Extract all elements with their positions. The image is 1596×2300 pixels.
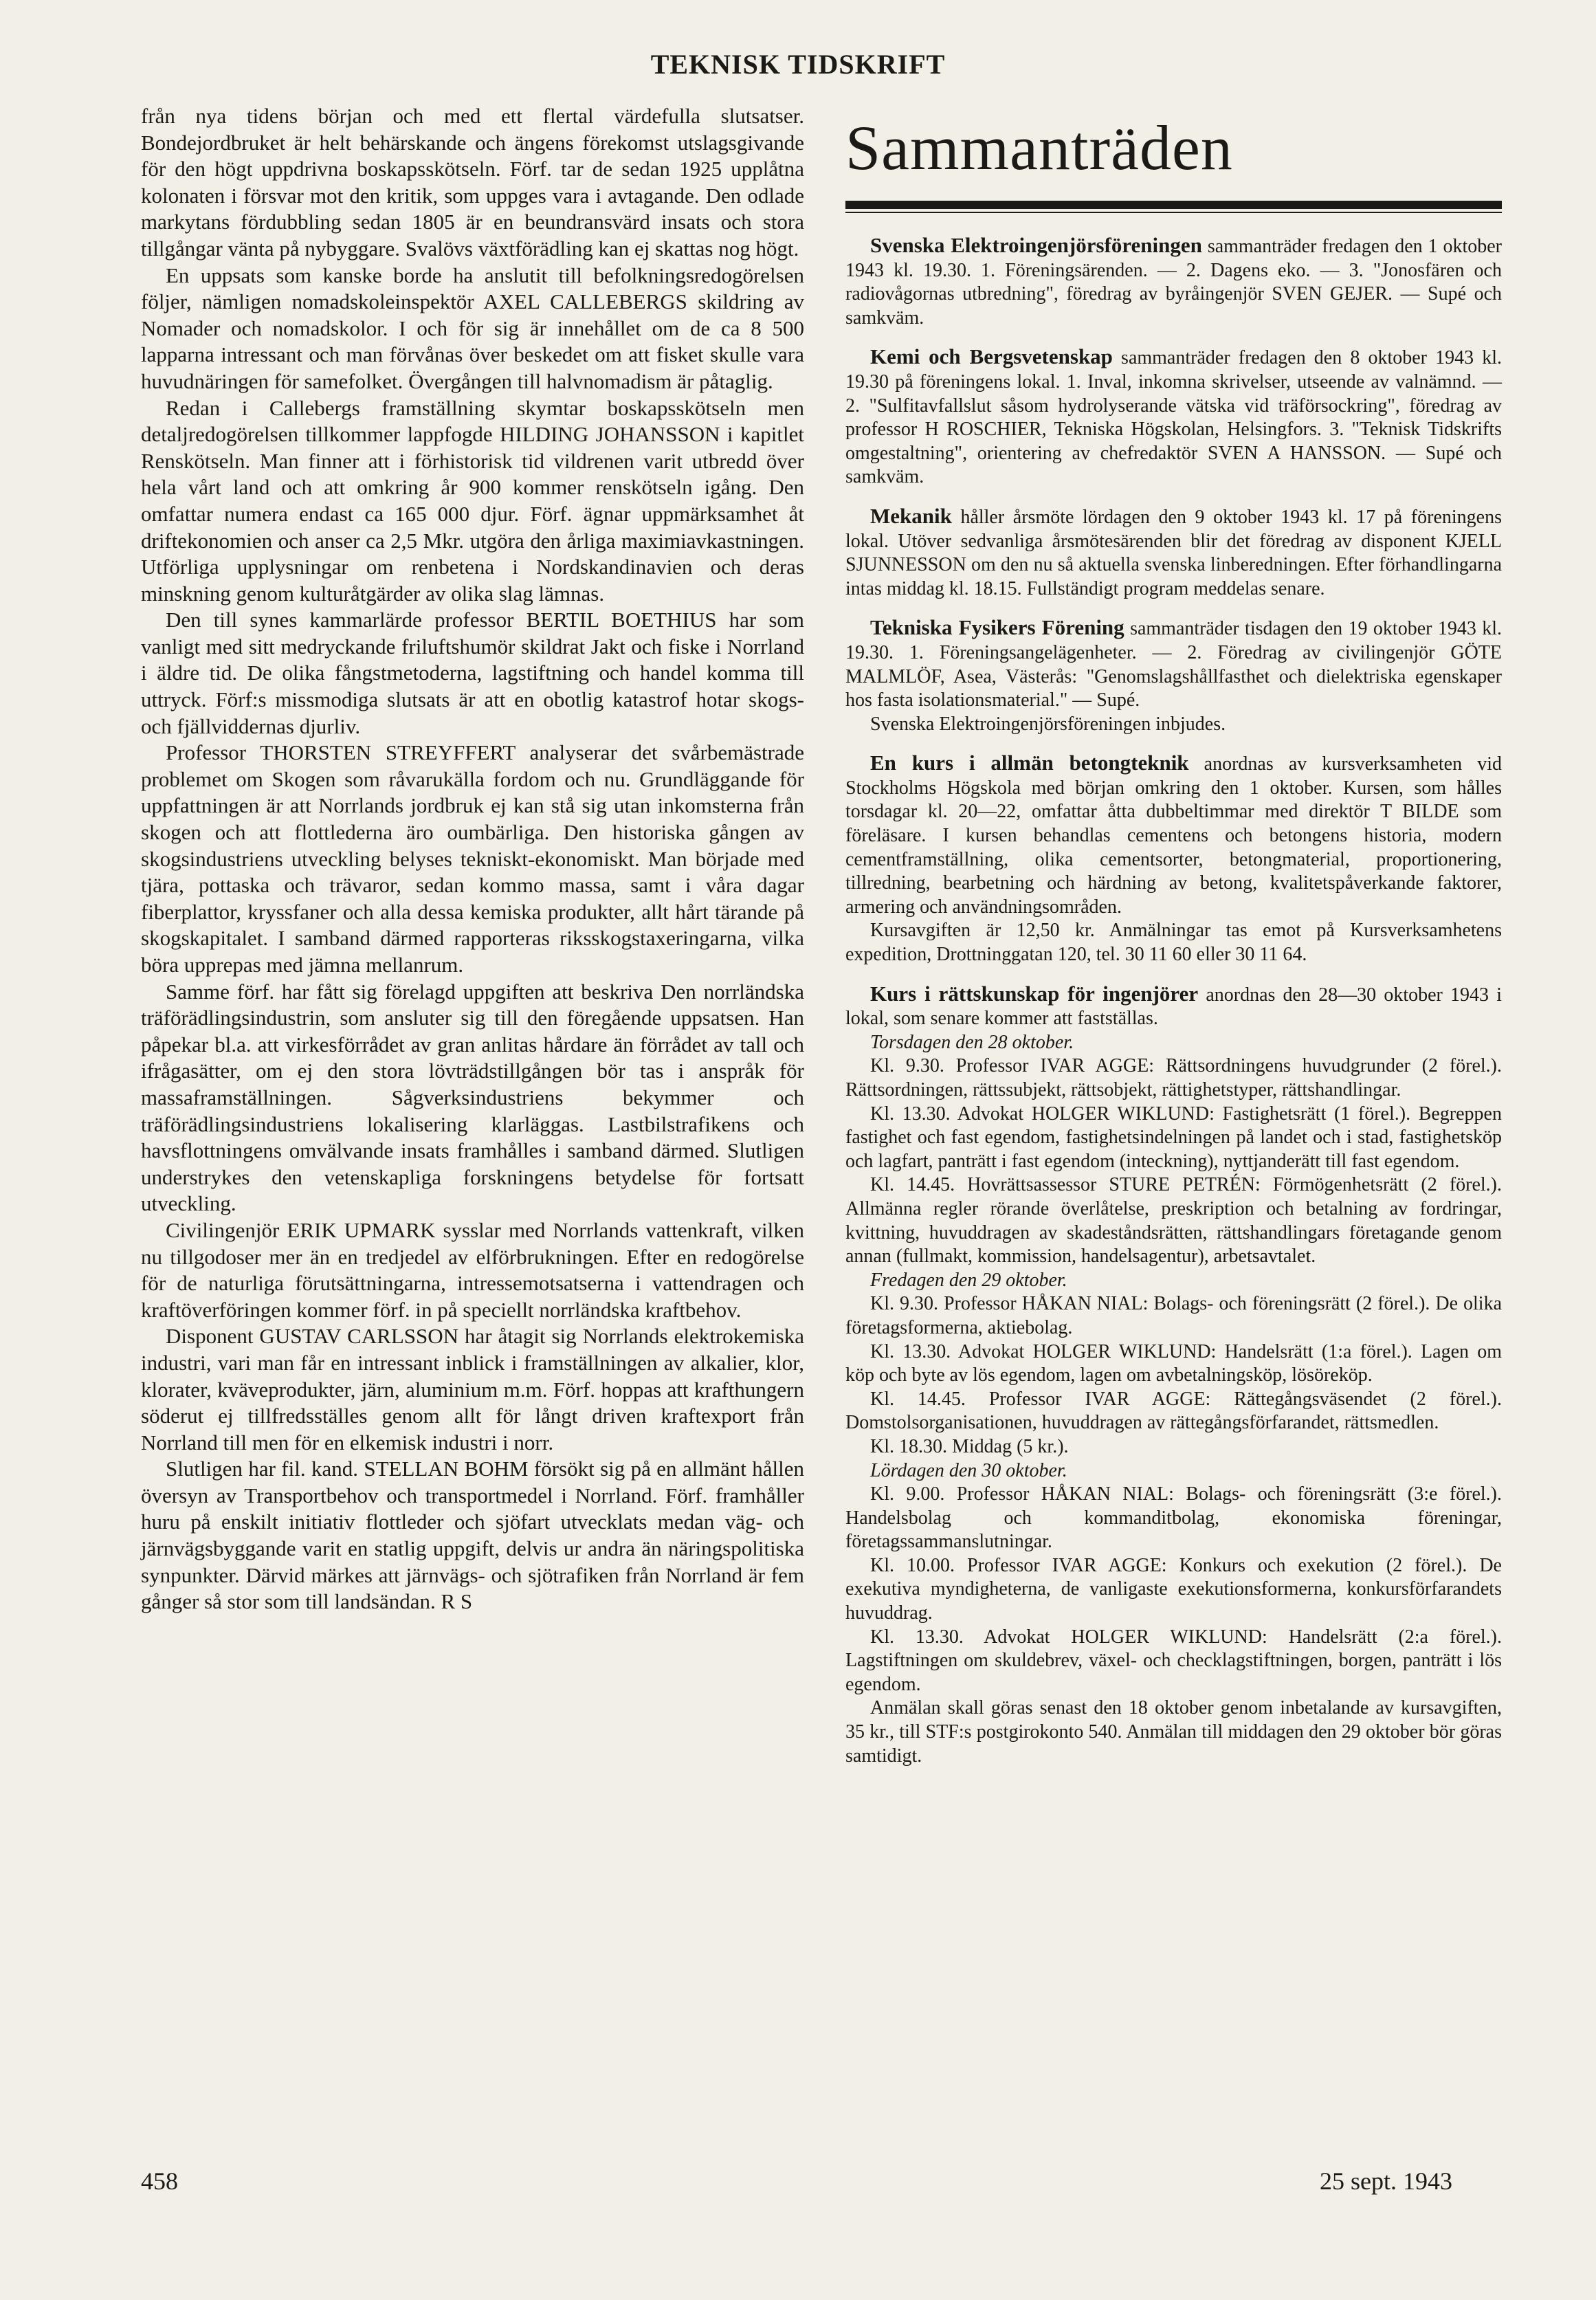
meeting-notice — [845, 616, 1502, 712]
body-paragraph: Redan i Callebergs framställning skymtar boskapsskötseln men detaljredogörelsen tillkommer lappfogde HILDING JOHANSSON i kapitlet Renskötseln. Man finner att i förhistorisk tid vildrenen varit utbredd över hela vårt land och att omkring år 900 kommer renskötseln igång. Den omfattar numera endast ca 165 000 djur. Förf. ägnar uppmärksamhet åt driftekonomien och anser ca 2,5 Mkr. utgöra den årliga maximiavkastningen. Utförliga upplysningar om renbetena i Nordskandinavien och deras minskning genom kulturåtgärder av olika slag lämnas. — [141, 395, 804, 606]
schedule-entry: Kl. 13.30. Advokat HOLGER WIKLUND: Fastighetsrätt (1 förel.). Begreppen fastighet och fast egendom, fastighetsindelningen på landet och i stad, fastighetsköp och lagfart, panträtt i fast egendom (inteckning), nyttjanderätt till fast egendom. — [845, 1103, 1502, 1172]
schedule-entry: Kl. 13.30. Advokat HOLGER WIKLUND: Handelsrätt (2:a förel.). Lagstiftningen om skuldebrev, växel- och checklagstiftningen, borgen, panträtt i lös egendom. — [845, 1626, 1502, 1695]
body-paragraph: Civilingenjör ERIK UPMARK sysslar med Norrlands vattenkraft, vilken nu tillgodoser mer än en tredjedel av elförbrukningen. Efter en redogörelse för de naturliga förutsättningarna, intressemotsatserna i vattendragen och kraftöverföringen kommer förf. in på speciellt norrländska kraftbehov. — [141, 1217, 804, 1322]
meeting-notice — [845, 982, 1502, 1031]
notice-text: sammanträder tisdagen den 19 oktober 1943 kl. 19.30. 1. Föreningsangelägenheter. — 2. Föredrag av civilingenjör GÖTE MALMLÖF, Asea, Västerås: "Genomslagshållfasthet och dielektriska egenskaper hos fasta isolationsmaterial." — Supé. — [845, 618, 1502, 711]
body-paragraph: Professor THORSTEN STREYFFERT analyserar det svårbemästrade problemet om Skogen som råvarukälla fordom och nu. Grundläggande för uppfattningen är att Norrlands jordbruk ej kan stå sig utan inkomsterna från skogen och att flottlederna äro oumbärliga. Den historiska gången av skogsindustriens utveckling belyses tekniskt-ekonomiskt. Man började med tjära, pottaska och trävaror, sedan kommo massa, samt i våra dagar fiberplattor, kryssfaner och alla dessa kemiska produkter, allt hårt tärande på skogskapitalet. I samband därmed rapporteras riksskogstaxeringarna, vilka böra upprepas med jämna mellanrum. — [141, 740, 804, 977]
body-paragraph: Slutligen har fil. kand. STELLAN BOHM försökt sig på en allmänt hållen översyn av Transportbehov och transportmedel i Norrland. Förf. framhåller huru på enskilt initiativ flottleder och sjöfart utvecklats medan väg- och järnvägsbyggande varit en statlig uppgift, delvis ur andra än näringspolitiska synpunkter. Därvid märkes att järnvägs- och sjötrafiken från Norrland är fem gånger så stor som till landsändan. R S — [141, 1457, 804, 1614]
schedule-entry: Anmälan skall göras senast den 18 oktober genom inbetalande av kursavgiften, 35 kr., till STF:s postgirokonto 540. Anmälan till middagen den 29 oktober bör göras samtidigt. — [845, 1697, 1502, 1767]
right-column — [845, 103, 1502, 1768]
notice-text: sammanträder fredagen den 1 oktober 1943 kl. 19.30. 1. Föreningsärenden. — 2. Dagens eko. — 3. "Jonosfären och radiovågornas utbredning", föredrag av byråingenjör SVEN GEJER. — Supé och samkväm. — [845, 236, 1502, 329]
notice-lead: Tekniska Fysikers Förening — [870, 615, 1124, 640]
title-rule-thin — [845, 212, 1502, 213]
body-paragraph: En uppsats som kanske borde ha anslutit till befolkningsredogörelsen följer, nämligen nomadskoleinspektör AXEL CALLEBERGS skildring av Nomader och nomadskolor. I och för sig är innehållet om de ca 8 500 lapparna intressant och man förvånas över beskedet om att fisket skulle vara huvudnäringen för samefolket. Övergången till halvnomadism är påtaglig. — [141, 263, 804, 393]
meeting-notice — [845, 505, 1502, 601]
notice-text: anordnas den 28—30 oktober 1943 i lokal, som senare kommer att fastställas. — [845, 984, 1502, 1030]
issue-date: 25 sept. 1943 — [1320, 2167, 1452, 2195]
schedule-entry: Kl. 9.00. Professor HÅKAN NIAL: Bolags- och föreningsrätt (3:e förel.). Handelsbolag och kommanditbolag, ekonomiska föreningar, företagssammanslutningar. — [845, 1483, 1502, 1553]
schedule-entry: Kl. 10.00. Professor IVAR AGGE: Konkurs och exekution (2 förel.). De exekutiva myndigheterna, de vanligaste exekutionsformerna, konkursförfarandets huvuddrag. — [845, 1554, 1502, 1624]
meeting-notice — [845, 751, 1502, 919]
notice-lead: Svenska Elektroingenjörsföreningen — [870, 233, 1202, 257]
schedule-entry: Kl. 14.45. Hovrättsassessor STURE PETRÉN: Förmögenhetsrätt (2 förel.). Allmänna regler rörande överlåtelse, preskription och betalning av fordringar, kvittning, huvuddragen av skadeståndsrätten, rättshandlingars företagande genom annan (fullmakt, kommission, handelsagentur), arbetsavtalet. — [845, 1174, 1502, 1268]
schedule-entry: Kl. 18.30. Middag (5 kr.). — [870, 1435, 1069, 1457]
left-column — [141, 103, 804, 1615]
journal-header: TEKNISK TIDSKRIFT — [650, 49, 946, 80]
body-paragraph: från nya tidens början och med ett flertal värdefulla slutsatser. Bondejordbruket är helt behärskande och ängens förekomst utslagsgivande för den högt uppdrivna boskapsskötseln. Förf. tar de sedan 1925 upplåtna kolonaten i försvar mot den kritik, som uppges vara i avtagande. Den odlade markytans fördubbling sedan 1805 är en beundransvärd insats och stora tillgångar vänta på nybyggare. Svalövs växtförädling kan ej skattas nog högt. — [141, 104, 804, 261]
title-rule-thick — [845, 201, 1502, 209]
schedule-entry: Kl. 13.30. Advokat HOLGER WIKLUND: Handelsrätt (1:a förel.). Lagen om köp och byte av lös egendom, lagen om avbetalningsköp, lösöreköp. — [845, 1340, 1502, 1386]
notice-extra: Kursavgiften är 12,50 kr. Anmälningar tas emot på Kursverksamhetens expedition, Drottninggatan 120, tel. 30 11 60 eller 30 11 64. — [845, 920, 1502, 966]
body-paragraph: Disponent GUSTAV CARLSSON har åtagit sig Norrlands elektrokemiska industri, vari man får en intressant inblick i framställningen av alkalier, klor, klorater, kväveprodukter, järn, aluminium m.m. Förf. hoppas att krafthungern söderut ej tillfredsställes genom allt för långt driven kraftexport från Norrland till men för en elkemisk industri i norr. — [141, 1324, 804, 1455]
notice-lead: Mekanik — [870, 503, 952, 528]
notice-lead: En kurs i allmän betongteknik — [870, 751, 1189, 775]
notice-text: anordnas av kursverksamheten vid Stockholms Högskola med början omkring den 1 oktober. Kursen, som hålles torsdagar kl. 20—22, omfattar åtta dubbeltimmar med direktör T BILDE som föreläsare. I kursen behandlas cementens och betongens historia, modern cementframställning, olika cementsorter, betongmaterial, proportionering, tillredning, bearbetning och härdning av betong, kvalitetspåverkande faktorer, armering och användningsområden. — [845, 753, 1503, 918]
notice-text: håller årsmöte lördagen den 9 oktober 1943 kl. 17 på föreningens lokal. Utöver sedvanliga årsmötesärenden blir det föredrag av disponent KJELL SJUNNESSON om den nu så aktuella svenska linberedningen. Efter förhandlingarna intas middag kl. 18.15. Fullständigt program meddelas senare. — [845, 506, 1502, 599]
schedule-day: Torsdagen den 28 oktober. — [870, 1031, 1074, 1053]
notice-text: sammanträder fredagen den 8 oktober 1943 kl. 19.30 på föreningens lokal. 1. Inval, inkomna skrivelser, utseende av valnämnd. — 2. "Sulfitavfallslut såsom hydrolyserande vätska vid träförsockring", föredrag av professor H ROSCHIER, Tekniska Högskolan, Helsingfors. 3. "Teknisk Tidskrifts omgestaltning", orientering av chefredaktör SVEN A HANSSON. — Supé och samkväm. — [845, 347, 1503, 488]
notice-lead: Kurs i rättskunskap för ingenjörer — [870, 981, 1199, 1006]
schedule-day: Lördagen den 30 oktober. — [870, 1459, 1067, 1481]
schedule-entry: Kl. 14.45. Professor IVAR AGGE: Rättegångsväsendet (2 förel.). Domstolsorganisationen, huvuddragen av rättegångsförfarandet, rättsmedlen. — [845, 1388, 1502, 1434]
section-title: Sammanträden — [845, 113, 1233, 183]
schedule-entry: Kl. 9.30. Professor HÅKAN NIAL: Bolags- och föreningsrätt (2 förel.). De olika företagsformerna, aktiebolag. — [845, 1293, 1502, 1338]
page-number: 458 — [141, 2167, 178, 2195]
schedule-day: Fredagen den 29 oktober. — [870, 1269, 1067, 1291]
notice-extra: Svenska Elektroingenjörsföreningen inbjudes. — [870, 713, 1226, 735]
meeting-notice — [845, 345, 1502, 489]
schedule-entry: Kl. 9.30. Professor IVAR AGGE: Rättsordningens huvudgrunder (2 förel.). Rättsordningen, rättssubjekt, rättsobjekt, rättighetstyper, rättshandlingar. — [845, 1055, 1502, 1101]
notice-lead: Kemi och Bergsvetenskap — [870, 344, 1113, 369]
meeting-notice — [845, 234, 1502, 330]
body-paragraph: Den till synes kammarlärde professor BERTIL BOETHIUS har som vanligt med sitt medryckande friluftshumör skildrat Jakt och fiske i Norrland i äldre tid. De olika fångstmetoderna, lagstiftning och handel komma till uttryck. Förf:s missmodiga slutsats är att en obotlig katastrof hotar skogs- och fjällviddernas djurliv. — [141, 608, 804, 738]
body-paragraph: Samme förf. har fått sig förelagd uppgiften att beskriva Den norrländska träförädlingsindustrin, som ansluter sig till den föregående uppsatsen. Han påpekar bl.a. att virkesförrådet av gran anlitas hårdare än förrådet av tall och ifrågasätter, om ej den stora lövträdstillgången bör tas i anspråk för massaframställningen. Sågverksindustriens bekymmer och träförädlingsindustriens lokalisering klarläggas. Lastbilstrafikens och havsflottningens omvälvande insats framhålles i samband därmed. Slutligen understrykes den vetenskapliga forskningens betydelse för fortsatt utveckling. — [141, 979, 804, 1216]
